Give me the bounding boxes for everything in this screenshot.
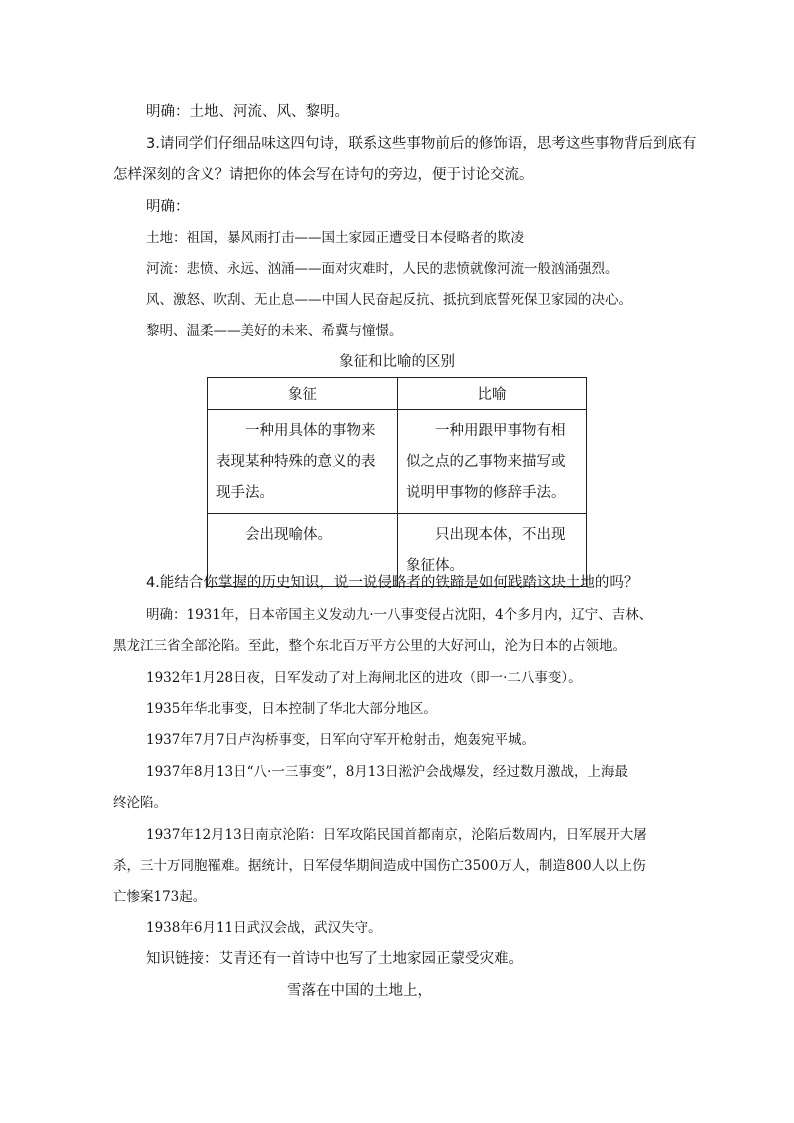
table-header-row: [208, 378, 587, 410]
table-row: [208, 410, 587, 514]
comparison-table: [207, 377, 587, 587]
header-metaphor: 比喻: [398, 378, 587, 410]
question-3-line1: 3.请同学们仔细品味这四句诗，联系这些事物前后的修饰语，思考这些事物背后到底有: [146, 136, 697, 152]
cell-metaphor-definition: 一种用跟甲事物有相似之点的乙事物来描写或说明甲事物的修辞手法。: [398, 410, 587, 514]
cell-symbol-feature: 会出现喻体。: [208, 514, 398, 587]
knowledge-link: 知识链接：艾青还有一首诗中也写了土地家园正蒙受灾难。: [146, 951, 523, 967]
poem-line: 雪落在中国的土地上，: [287, 983, 432, 999]
answer-label: 明确：: [146, 199, 190, 215]
question-4: 4.能结合你掌握的历史知识，说一说侵略者的铁蹄是如何践踏这块土地的吗？: [146, 575, 639, 591]
history-1931-line2: 黑龙江三省全部沦陷。至此，整个东北百万平方公里的大好河山，沦为日本的占领地。: [113, 638, 626, 654]
history-1937-july: 1937年7月7日卢沟桥事变，日军向守军开枪射击，炮轰宛平城。: [146, 732, 536, 748]
history-1937-aug-line2: 终沦陷。: [113, 795, 167, 811]
cell-metaphor-feature: 只出现本体，不出现象征体。: [398, 514, 587, 587]
history-1937-aug-line1: 1937年8月13日“八·一三事变”，8月13日淞沪会战爆发，经过数月激战，上海最: [146, 764, 628, 780]
history-1931-line1: 明确：1931年，日本帝国主义发动九·一八事变侵占沈阳，4个多月内，辽宁、吉林、: [146, 607, 653, 623]
history-1938: 1938年6月11日武汉会战，武汉失守。: [146, 920, 382, 936]
answer-wind: 风、激怒、吹刮、无止息——中国人民奋起反抗、抵抗到底誓死保卫家园的决心。: [146, 292, 632, 308]
table-title: 象征和比喻的区别: [339, 354, 455, 370]
answer-dawn: 黎明、温柔——美好的未来、希冀与憧憬。: [146, 323, 403, 339]
history-1937-dec-line1: 1937年12月13日南京沦陷：日军攻陷民国首都南京，沦陷后数周内，日军展开大屠: [146, 827, 647, 843]
history-1935: 1935年华北事变，日本控制了华北大部分地区。: [146, 701, 437, 717]
answer-river: 河流：悲愤、永远、汹涌——面对灾难时，人民的悲愤就像河流一般汹涌强烈。: [146, 261, 619, 277]
history-1932: 1932年1月28日夜，日军发动了对上海闸北区的进攻（即一·二八事变）。: [146, 670, 582, 686]
history-1937-dec-line3: 亡惨案173起。: [113, 889, 207, 905]
cell-symbol-definition: 一种用具体的事物来表现某种特殊的意义的表现手法。: [208, 410, 398, 514]
answer-land: 土地：祖国，暴风雨打击——国土家园正遭受日本侵略者的欺凌: [146, 230, 524, 246]
question-3-line2: 怎样深刻的含义？请把你的体会写在诗句的旁边，便于讨论交流。: [113, 167, 534, 183]
history-1937-dec-line2: 杀，三十万同胞罹难。据统计，日军侵华期间造成中国伤亡3500万人，制造800人以上伤: [113, 858, 646, 874]
answer-q2: 明确：土地、河流、风、黎明。: [146, 104, 349, 120]
header-symbol: 象征: [208, 378, 398, 410]
